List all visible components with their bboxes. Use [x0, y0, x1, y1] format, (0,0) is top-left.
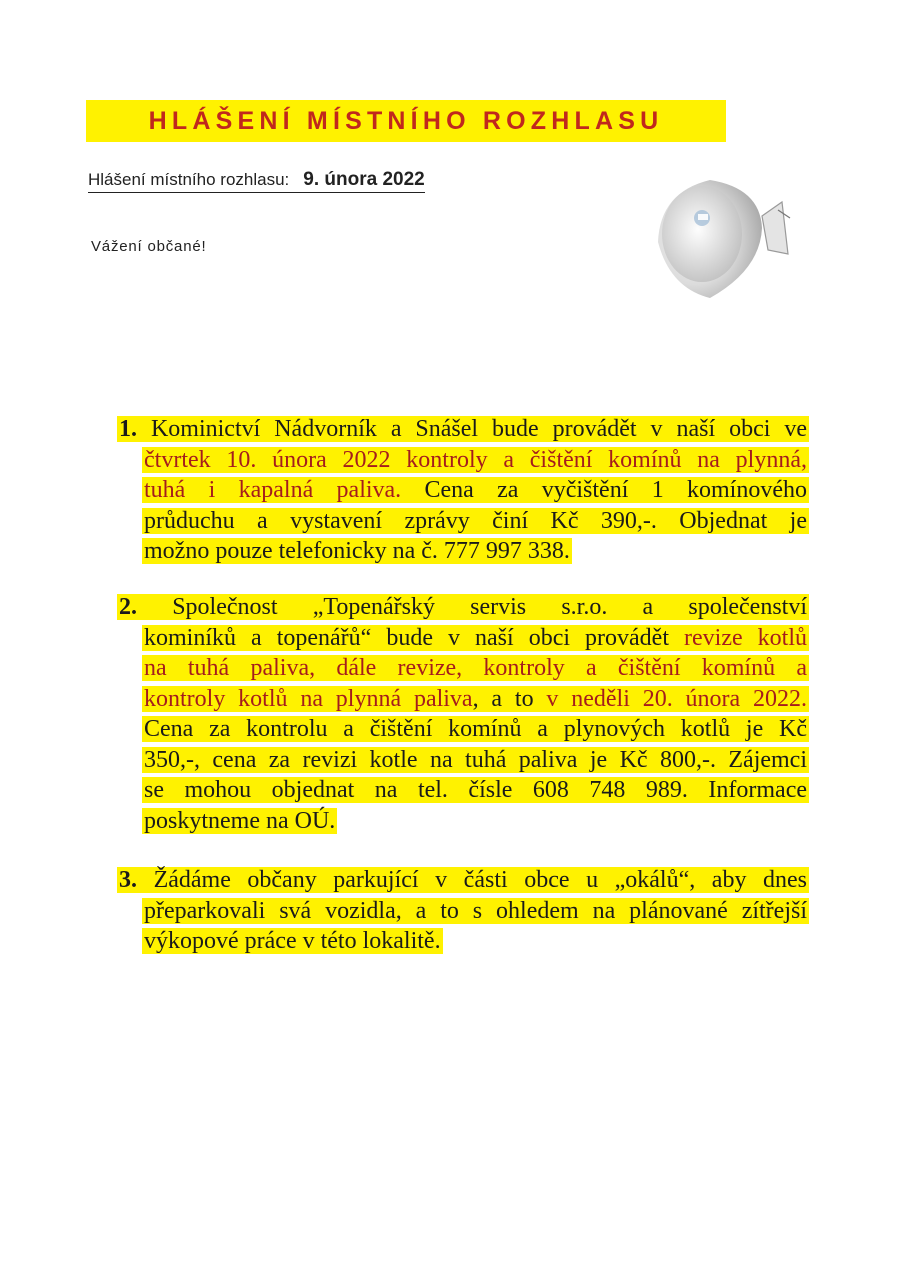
item-line	[117, 445, 809, 476]
loudspeaker-icon	[650, 158, 800, 308]
announcement-item-1	[117, 414, 809, 567]
item-line	[117, 684, 809, 715]
item-text: Kominictví Nádvorník a Snášel bude provádět v naší obci ve	[150, 416, 808, 442]
item-number: 1.	[119, 416, 137, 442]
item-line	[117, 745, 809, 776]
item-line	[117, 714, 809, 745]
item-line	[117, 536, 809, 567]
announcement-label: Hlášení místního rozhlasu:	[88, 170, 290, 189]
announcement-date: 9. února 2022	[303, 169, 425, 190]
announcement-item-3	[117, 865, 809, 957]
item-line	[117, 865, 809, 896]
item-text: Společnost „Topenářský servis s.r.o. a společenství	[172, 594, 807, 620]
item-number: 3.	[119, 867, 137, 893]
item-line	[117, 592, 809, 623]
announcement-item-2	[117, 592, 809, 836]
item-text: možno pouze telefonicky na č. 777 997 338.	[144, 538, 570, 564]
announcement-header	[88, 169, 425, 193]
item-line	[117, 806, 809, 837]
item-text: Žádáme občany parkující v části obce u „okálů“, aby dnes	[153, 867, 807, 893]
item-text: , a to	[472, 685, 547, 712]
item-text: Cena za kontrolu a čištění komínů a plynových kotlů je Kč	[144, 716, 807, 742]
highlighted-text: kontroly kotlů na plynná paliva	[144, 685, 473, 712]
item-line	[117, 475, 809, 506]
item-text: průduchu a vystavení zprávy činí Kč 390,-. Objednat je	[144, 507, 807, 534]
greeting: Vážení občané!	[91, 238, 207, 255]
highlighted-text: na tuhá paliva, dále revize, kontroly a čištění komínů a	[144, 655, 807, 681]
item-text: se mohou objednat na tel. čísle 608 748 989. Informace	[144, 777, 807, 803]
item-text: poskytneme na OÚ.	[144, 807, 336, 834]
item-line	[117, 414, 809, 445]
item-text: Cena za vyčištění 1 komínového	[401, 477, 807, 503]
item-line	[117, 775, 809, 806]
highlighted-text: revize kotlů	[684, 624, 808, 651]
highlighted-text: čtvrtek 10. února 2022 kontroly a čištění komínů na plynná,	[144, 446, 807, 473]
item-line	[117, 896, 809, 927]
item-text: kominíků a topenářů“ bude v naší obci provádět	[144, 624, 685, 651]
item-text: výkopové práce v této lokalitě.	[144, 928, 441, 954]
item-text: 350,-, cena za revizi kotle na tuhá paliva je Kč 800,-. Zájemci	[144, 746, 807, 773]
highlighted-text: v neděli 20. února 2022.	[546, 685, 807, 712]
highlighted-text: tuhá i kapalná paliva.	[144, 477, 402, 503]
item-line	[117, 506, 809, 537]
page-title: HLÁŠENÍ MÍSTNÍHO ROZHLASU	[86, 100, 726, 142]
item-line	[117, 926, 809, 957]
item-line	[117, 653, 809, 684]
item-text: přeparkovali svá vozidla, a to s ohledem na plánované zítřejší	[144, 897, 807, 924]
item-line	[117, 623, 809, 654]
item-number: 2.	[119, 594, 137, 620]
